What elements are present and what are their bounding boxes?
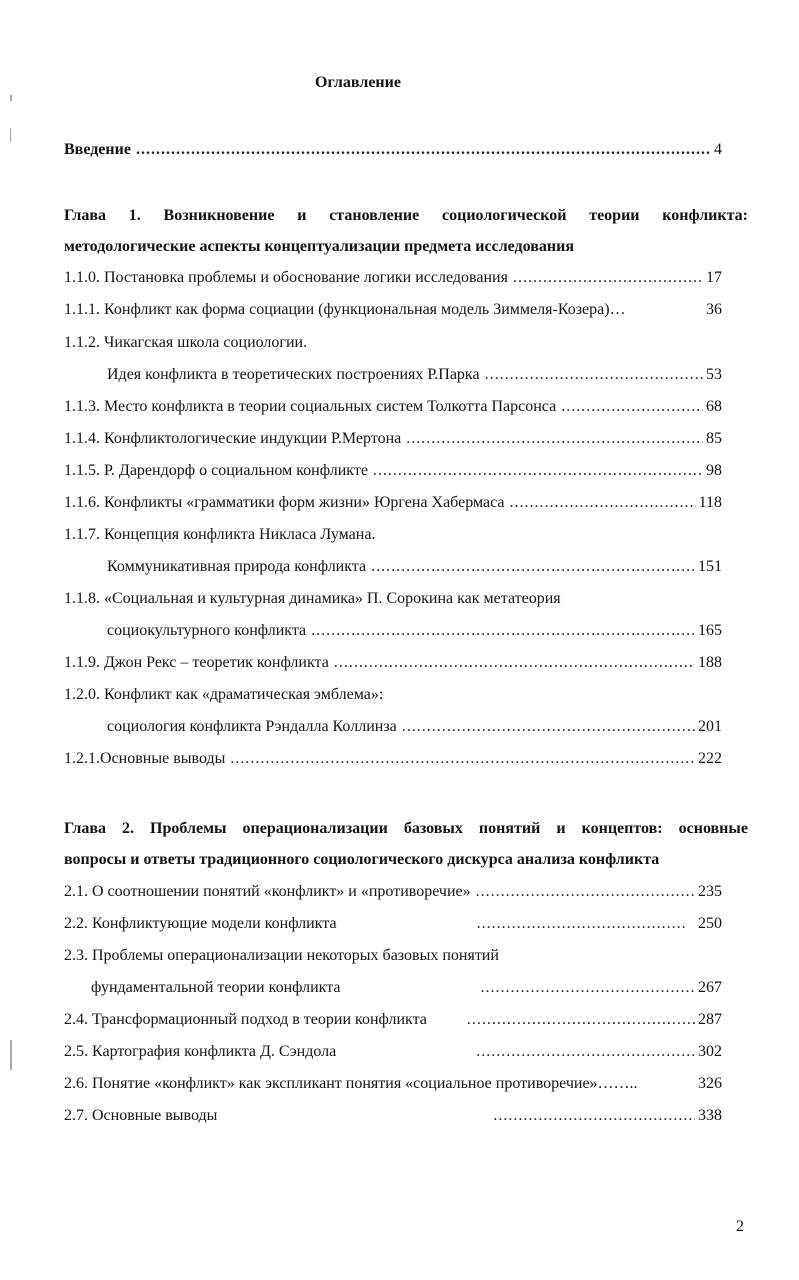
toc-leader bbox=[493, 1106, 695, 1126]
chapter-2-heading-cont: вопросы и ответы традиционного социологического дискурса анализа конфликта bbox=[64, 851, 660, 868]
toc-page: 4 bbox=[714, 141, 722, 158]
toc-leader bbox=[467, 1010, 695, 1030]
toc-leader bbox=[311, 621, 695, 641]
toc-leader bbox=[136, 140, 711, 160]
toc-entry-heading[interactable]: 1.1.2. Чикагская школа социологии. bbox=[64, 334, 308, 351]
toc-leader bbox=[230, 749, 695, 769]
toc-page: 250 bbox=[698, 915, 722, 932]
toc-leader bbox=[513, 268, 703, 288]
toc-page: 201 bbox=[698, 718, 722, 735]
toc-label: 2.2. Конфликтующие модели конфликта bbox=[64, 915, 337, 932]
toc-entry[interactable] bbox=[64, 653, 722, 673]
scan-artifact bbox=[10, 95, 12, 101]
toc-page: 85 bbox=[706, 430, 722, 447]
toc-entry[interactable] bbox=[107, 717, 722, 737]
toc-entry[interactable] bbox=[64, 914, 722, 934]
toc-entry[interactable] bbox=[107, 365, 722, 385]
chapter-1-heading[interactable]: Глава 1. Возникновение и становление социологической теории конфликта: bbox=[64, 207, 748, 224]
toc-entry-intro[interactable] bbox=[64, 140, 722, 160]
toc-page: 118 bbox=[698, 494, 722, 511]
toc-page: 235 bbox=[698, 883, 722, 900]
toc-label: 1.2.1.Основные выводы bbox=[64, 750, 226, 767]
toc-label: 1.1.4. Конфликтологические индукции Р.Мертона bbox=[64, 430, 402, 447]
toc-label: 1.1.3. Место конфликта в теории социальных систем Толкотта Парсонса bbox=[64, 398, 557, 415]
toc-entry[interactable] bbox=[64, 1074, 722, 1094]
toc-label: 1.1.5. Р. Дарендорф о социальном конфликте bbox=[64, 462, 368, 479]
toc-entry[interactable] bbox=[107, 621, 722, 641]
toc-page: 287 bbox=[698, 1011, 722, 1028]
toc-entry-heading[interactable]: 2.3. Проблемы операционализации некоторых базовых понятий bbox=[64, 947, 499, 964]
toc-page: 188 bbox=[698, 654, 722, 671]
toc-entry[interactable] bbox=[107, 557, 722, 577]
page-title: Оглавление bbox=[315, 74, 401, 91]
toc-page: 326 bbox=[698, 1075, 722, 1092]
toc-leader bbox=[477, 914, 687, 934]
toc-label: Введение bbox=[64, 141, 131, 158]
toc-entry[interactable] bbox=[64, 1106, 722, 1126]
toc-leader bbox=[334, 653, 695, 673]
toc-label: Коммуникативная природа конфликта bbox=[107, 558, 367, 575]
toc-leader bbox=[561, 397, 703, 417]
toc-label: 1.1.1. Конфликт как форма социации (функциональная модель Зиммеля-Козера)… bbox=[64, 301, 626, 318]
toc-page: 165 bbox=[698, 622, 722, 639]
toc-entry[interactable] bbox=[64, 493, 722, 513]
toc-entry[interactable] bbox=[64, 300, 722, 320]
toc-label: 2.6. Понятие «конфликт» как экспликант понятия «социальное противоречие»…….. bbox=[64, 1075, 638, 1092]
toc-label: 2.1. О соотношении понятий «конфликт» и «противоречие» bbox=[64, 883, 471, 900]
toc-page: 36 bbox=[706, 301, 722, 318]
toc-entry[interactable] bbox=[64, 397, 722, 417]
toc-page: 53 bbox=[706, 366, 722, 383]
scan-artifact bbox=[10, 128, 11, 142]
toc-leader bbox=[481, 978, 695, 998]
toc-page: 151 bbox=[698, 558, 722, 575]
chapter-2-heading[interactable]: Глава 2. Проблемы операционализации базовых понятий и концептов: основные bbox=[64, 820, 748, 837]
toc-label: фундаментальной теории конфликта bbox=[91, 979, 341, 996]
toc-leader bbox=[509, 493, 695, 513]
toc-leader bbox=[476, 1042, 695, 1062]
toc-label: социология конфликта Рэндалла Коллинза bbox=[107, 718, 397, 735]
toc-entry[interactable] bbox=[64, 268, 722, 288]
toc-label: 2.4. Трансформационный подход в теории конфликта bbox=[64, 1011, 427, 1028]
toc-entry[interactable] bbox=[91, 978, 722, 998]
toc-entry-heading[interactable]: 1.1.8. «Социальная и культурная динамика» П. Сорокина как метатеория bbox=[64, 590, 561, 607]
toc-entry-heading[interactable]: 1.2.0. Конфликт как «драматическая эмблема»: bbox=[64, 686, 384, 703]
chapter-1-heading-cont: методологические аспекты концептуализации предмета исследования bbox=[64, 238, 574, 255]
toc-leader bbox=[485, 365, 703, 385]
scan-artifact bbox=[10, 1040, 12, 1070]
toc-entry[interactable] bbox=[64, 429, 722, 449]
toc-entry[interactable] bbox=[64, 461, 722, 481]
toc-label: 1.1.0. Постановка проблемы и обоснование логики исследования bbox=[64, 269, 508, 286]
toc-entry[interactable] bbox=[64, 1042, 722, 1062]
toc-page: 222 bbox=[698, 750, 722, 767]
toc-label: 2.7. Основные выводы bbox=[64, 1107, 218, 1124]
toc-entry[interactable] bbox=[64, 882, 722, 902]
toc-page: 17 bbox=[706, 269, 722, 286]
toc-entry[interactable] bbox=[64, 749, 722, 769]
toc-entry[interactable] bbox=[64, 1010, 722, 1030]
toc-page: 68 bbox=[706, 398, 722, 415]
toc-leader bbox=[371, 557, 695, 577]
toc-label: 1.1.9. Джон Рекс – теоретик конфликта bbox=[64, 654, 329, 671]
toc-page: 267 bbox=[698, 979, 722, 996]
toc-page: 302 bbox=[698, 1043, 722, 1060]
toc-entry-heading[interactable]: 1.1.7. Концепция конфликта Никласа Лумана. bbox=[64, 526, 376, 543]
toc-label: Идея конфликта в теоретических построениях Р.Парка bbox=[107, 366, 480, 383]
toc-label: 1.1.6. Конфликты «грамматики форм жизни» Юргена Хабермаса bbox=[64, 494, 505, 511]
page-number: 2 bbox=[736, 1218, 744, 1235]
toc-page: 98 bbox=[706, 462, 722, 479]
toc-page: 338 bbox=[698, 1107, 722, 1124]
toc-leader bbox=[402, 717, 695, 737]
toc-leader bbox=[406, 429, 703, 449]
toc-label: 2.5. Картография конфликта Д. Сэндола bbox=[64, 1043, 337, 1060]
toc-label: социокультурного конфликта bbox=[107, 622, 307, 639]
toc-leader bbox=[373, 461, 703, 481]
toc-leader bbox=[476, 882, 695, 902]
